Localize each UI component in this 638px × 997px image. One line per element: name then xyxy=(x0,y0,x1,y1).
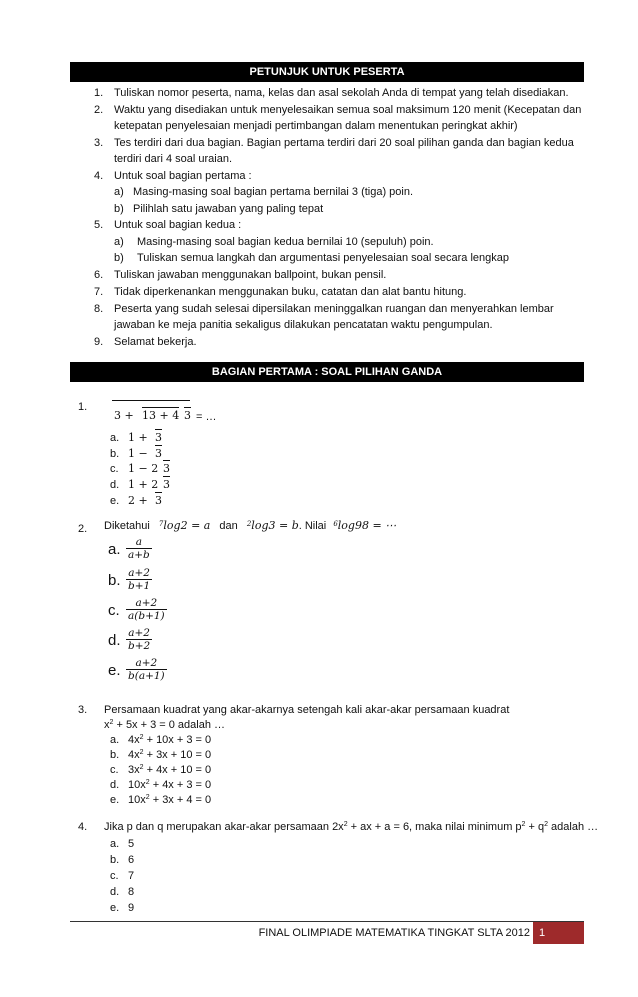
instr-sub-text: Masing-masing soal bagian pertama bernilai 3 (tiga) poin. xyxy=(133,186,414,198)
page-number: 1 xyxy=(539,927,546,939)
q1-stem-b: 13 + 4 xyxy=(142,409,180,422)
instr-sub-text: Tuliskan semua langkah dan argumentasi penyelesaian soal secara lengkap xyxy=(137,252,509,264)
option-root: 3 xyxy=(155,494,162,507)
option-label: e. xyxy=(110,902,120,914)
fraction-denominator: b+2 xyxy=(128,640,151,652)
q3-x: x xyxy=(104,719,110,731)
q2-expr-1: log2 = a xyxy=(163,519,211,532)
section-header xyxy=(70,362,584,382)
instr-num: 8. xyxy=(94,303,104,315)
q2-base-7: 7 xyxy=(158,520,164,528)
option-label: a. xyxy=(110,432,120,444)
option-exp: 2 xyxy=(139,749,144,756)
option-label: e. xyxy=(108,662,121,679)
fraction-denominator: a+b xyxy=(128,549,150,561)
q4-stem xyxy=(104,820,598,834)
instr-sub-label: b) xyxy=(114,203,124,215)
q2-base-6: 6 xyxy=(333,520,338,528)
option-label: a. xyxy=(108,541,121,558)
option-exp: 2 xyxy=(139,734,144,741)
instr-text: Untuk soal bagian kedua : xyxy=(114,219,242,231)
q2-expr-3: log98 = ⋯ xyxy=(337,519,397,532)
q2-and: dan xyxy=(219,520,238,532)
q3-stem-line-2 xyxy=(104,718,225,732)
instr-sub-label: a) xyxy=(114,186,124,198)
instr-sub-label: a) xyxy=(114,236,124,248)
option-root: 3 xyxy=(155,431,162,444)
option-text: 9 xyxy=(128,902,135,914)
option-rest: + 3x + 10 = 0 xyxy=(143,749,212,761)
q2-stem xyxy=(104,519,396,533)
fraction-numerator: a+2 xyxy=(128,627,150,639)
option-text: 1 − xyxy=(128,447,148,460)
instr-sub-text: Masing-masing soal bagian kedua bernilai 10 (sepuluh) poin. xyxy=(137,236,434,248)
fraction-denominator: b(a+1) xyxy=(128,670,165,682)
instr-sub-text: Pilihlah satu jawaban yang paling tepat xyxy=(133,203,324,215)
instr-text: Tidak diperkenankan menggunakan buku, catatan dan alat bantu hitung. xyxy=(114,286,467,298)
fraction-numerator: a xyxy=(135,536,143,548)
instr-text: jawaban ke meja panitia sekaligus dilakukan pencatatan waktu pengumpulan. xyxy=(114,319,493,331)
instr-text: Tuliskan jawaban menggunakan ballpoint, bukan pensil. xyxy=(114,269,387,281)
option-text: 1 + xyxy=(128,431,148,444)
instr-text: Peserta yang sudah selesai dipersilakan meninggalkan ruangan dan menyerahkan lembar xyxy=(114,303,554,315)
q2-base-2: 2 xyxy=(246,520,252,528)
q4-s3: + q xyxy=(525,821,545,833)
option-label: e. xyxy=(110,495,120,507)
option-exp: 2 xyxy=(139,764,144,771)
option-root: 3 xyxy=(163,462,170,475)
option-rest: + 4x + 10 = 0 xyxy=(143,764,212,776)
option-term: 4x xyxy=(128,734,140,746)
q4-s4: adalah … xyxy=(548,821,599,833)
option-label: b. xyxy=(108,572,121,589)
option-exp: 2 xyxy=(145,794,150,801)
option-term: 3x xyxy=(128,764,140,776)
option-text: 8 xyxy=(128,886,135,898)
q4-s2: + ax + a = 6, maka nilai minimum p xyxy=(347,821,522,833)
option-text: 6 xyxy=(128,854,135,866)
option-text xyxy=(128,793,211,807)
option-root: 3 xyxy=(163,478,170,491)
q1-stem-d: = … xyxy=(196,411,217,423)
option-text xyxy=(128,778,211,792)
q3-rest: + 5x + 3 = 0 adalah … xyxy=(113,719,226,731)
instr-num: 7. xyxy=(94,286,104,298)
q2-expr-2: log3 = b xyxy=(251,519,299,532)
option-fraction xyxy=(126,657,167,683)
q1-outer-overline xyxy=(112,400,190,401)
instr-text: terdiri dari 4 soal uraian. xyxy=(114,153,233,165)
option-text: 2 + xyxy=(128,494,148,507)
instr-text: Tes terdiri dari dua bagian. Bagian pertama terdiri dari 20 soal pilihan ganda dan bagian kedua xyxy=(114,137,574,149)
instr-text: Selamat bekerja. xyxy=(114,336,197,348)
option-label: c. xyxy=(110,764,119,776)
fraction-denominator: b+1 xyxy=(128,580,151,592)
option-root: 3 xyxy=(155,447,162,460)
question-number: 4. xyxy=(78,821,88,833)
option-text: 5 xyxy=(128,838,135,850)
option-label: a. xyxy=(110,838,120,850)
option-rest: + 3x + 4 = 0 xyxy=(149,794,212,806)
option-term: 4x xyxy=(128,749,140,761)
instr-text: Tuliskan nomor peserta, nama, kelas dan asal sekolah Anda di tempat yang telah disediakan. xyxy=(114,87,569,99)
instr-num: 2. xyxy=(94,104,104,116)
option-text xyxy=(128,748,211,762)
question-number: 2. xyxy=(78,523,88,535)
q3-exp: 2 xyxy=(109,719,114,726)
option-label: e. xyxy=(110,794,120,806)
section-title: BAGIAN PERTAMA : SOAL PILIHAN GANDA xyxy=(211,366,443,378)
instr-text: Untuk soal bagian pertama : xyxy=(114,170,252,182)
option-label: b. xyxy=(110,854,120,866)
q1-stem-c: 3 xyxy=(184,409,191,422)
fraction-numerator: a+2 xyxy=(135,597,158,609)
option-text: 1 − 2 xyxy=(128,462,159,475)
option-label: b. xyxy=(110,448,120,460)
option-text xyxy=(128,763,211,777)
option-rest: + 10x + 3 = 0 xyxy=(143,734,212,746)
option-term: 10x xyxy=(128,794,146,806)
option-label: c. xyxy=(110,870,119,882)
q4-exp: 2 xyxy=(544,821,548,828)
instr-sub-label: b) xyxy=(114,252,124,264)
option-exp: 2 xyxy=(145,779,150,786)
option-label: b. xyxy=(110,749,120,761)
option-fraction xyxy=(126,567,152,593)
instr-num: 3. xyxy=(94,137,104,149)
instr-num: 9. xyxy=(94,336,104,348)
option-text: 1 + 2 xyxy=(128,478,159,491)
q1-stem-a: 3 + xyxy=(114,409,134,422)
option-rest: + 4x + 3 = 0 xyxy=(149,779,212,791)
footer-title: FINAL OLIMPIADE MATEMATIKA TINGKAT SLTA 2012 xyxy=(258,927,530,939)
instr-num: 1. xyxy=(94,87,104,99)
option-label: d. xyxy=(110,479,120,491)
option-fraction xyxy=(126,627,152,653)
instructions-header xyxy=(70,62,584,82)
option-fraction xyxy=(126,597,167,623)
fraction-numerator: a+2 xyxy=(135,657,158,669)
option-text: 7 xyxy=(128,870,135,882)
q2-nilai: . Nilai xyxy=(298,520,327,532)
instructions-title: PETUNJUK UNTUK PESERTA xyxy=(249,66,405,78)
fraction-numerator: a+2 xyxy=(128,567,150,579)
option-fraction xyxy=(126,536,152,562)
instr-text: ketepatan penyelesaian menjadi pertimbangan dalam menentukan peringkat akhir) xyxy=(114,120,518,132)
option-text xyxy=(128,733,211,747)
question-number: 3. xyxy=(78,704,88,716)
page-number-badge xyxy=(533,922,584,944)
option-label: c. xyxy=(108,602,120,619)
option-label: d. xyxy=(110,886,120,898)
instr-num: 5. xyxy=(94,219,104,231)
instr-num: 4. xyxy=(94,170,104,182)
option-label: d. xyxy=(108,632,121,649)
q3-stem-line-1: Persamaan kuadrat yang akar-akarnya setengah kali akar-akar persamaan kuadrat xyxy=(104,704,510,716)
question-number: 1. xyxy=(78,401,88,413)
q4-s1: Jika p dan q merupakan akar-akar persamaan 2x xyxy=(104,821,344,833)
q4-exp: 2 xyxy=(343,821,348,828)
instr-text: Waktu yang disediakan untuk menyelesaikan semua soal maksimum 120 menit (Kecepatan dan xyxy=(114,104,582,116)
q2-lead: Diketahui xyxy=(104,520,150,532)
footer-divider xyxy=(70,921,584,922)
q4-exp: 2 xyxy=(521,821,526,828)
option-label: c. xyxy=(110,463,119,475)
fraction-denominator: a(b+1) xyxy=(128,610,165,622)
option-term: 10x xyxy=(128,779,146,791)
instr-num: 6. xyxy=(94,269,104,281)
option-label: d. xyxy=(110,779,120,791)
option-label: a. xyxy=(110,734,120,746)
